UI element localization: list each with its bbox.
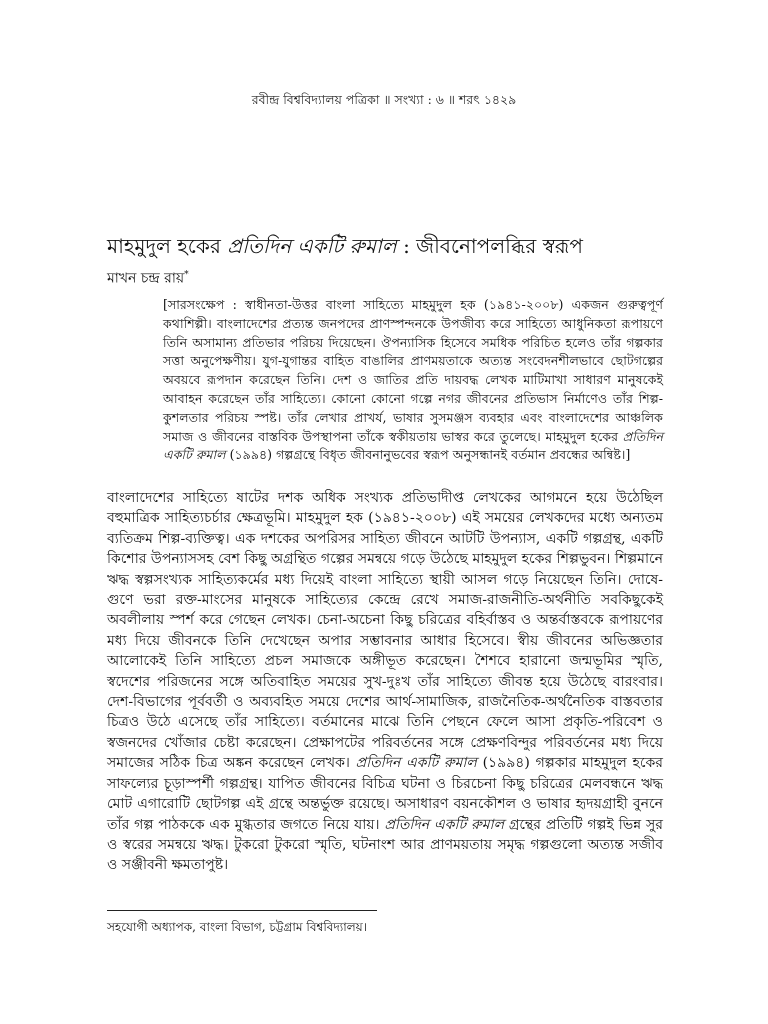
footnote-divider (107, 910, 377, 911)
title-book-name: প্রতিদিন একটি রুমাল (227, 234, 397, 258)
abstract-text-2: (১৯৯৪) গল্পগ্রন্থে বিধৃত জীবনানুভবের স্বরূপ অনুসন্ধানই বর্তমান প্রবন্ধের অন্বিষ্ট।] (225, 447, 631, 463)
author-name (107, 265, 189, 289)
author-footnote-mark: * (184, 270, 189, 280)
author-name-text: মাখন চন্দ্র রায় (107, 270, 185, 287)
article-title (107, 232, 687, 260)
footnote: সহযোগী অধ্যাপক, বাংলা বিভাগ, চট্টগ্রাম বিশ্ববিদ্যালয়। (107, 920, 368, 934)
abstract-text-1: [সারসংক্ষেপ : স্বাধীনতা-উত্তর বাংলা সাহিত্যে মাহমুদুল হক (১৯৪১-২০০৮) একজন গুরুত্বপূর্ণ কথাশিল্পী। বাংলাদেশের প্রত্যন্ত জনপদের প্রাণস্পন্দনকে উপজীব্য করে সাহিত্যে আধুনিকতা রূপায়ণে তিনি অসামান্য প্রতিভার পরিচয় দিয়েছেন। ঔপন্যাসিক হিসেবে সমধিক পরিচিত হলেও তাঁর গল্পকার সত্তা অনুপেক্ষণীয়। যুগ-যুগান্তর বাহিত বাঙালির প্রাণময়তাকে অত্যন্ত সংবেদনশীলভাবে ছোটগল্পের অবয়বে রূপদান করেছেন তিনি। দেশ ও জাতির প্রতি দায়বদ্ধ লেখক মাটিমাখা সাধারণ মানুষকেই আবাহন করেছেন তাঁর সাহিত্যে। কোনো কোনো গল্পে নগর জীবনের প্রতিভাস নির্মাণেও তাঁর শিল্প-কুশলতার পরিচয় স্পষ্ট। তাঁর লেখার প্রাখর্য, ভাষার সুসমঞ্জস ব্যবহার এবং বাংলাদেশের আঞ্চলিক সমাজ ও জীবনের বাস্তবিক উপস্থাপনা তাঁকে স্বকীয়তায় ভাস্বর করে তুলেছে। মাহমুদুল হকের (163, 297, 663, 444)
body-paragraph (107, 488, 663, 876)
running-header: রবীন্দ্র বিশ্ববিদ্যালয় পত্রিকা ॥ সংখ্যা : ৬ ॥ শরৎ ১৪২৯ (251, 92, 517, 107)
title-text-before: মাহমুদুল হকের (107, 234, 228, 258)
body-text-2: (১৯৯৪) গল্পকার মাহমুদুল হকের সাফল্যের চূড়াস্পর্শী গল্পগ্রন্থ। যাপিত জীবনের বিচিত্র ঘটনা ও চিরচেনা কিছু চরিত্রের মেলবন্ধনে ঋদ্ধ মোট এগারোটি ছোটগল্প এই গ্রন্থে অন্তর্ভুক্ত রয়েছে। অসাধারণ বয়নকৌশল ও ভাষার হৃদয়গ্রাহী বুননে তাঁর গল্প পাঠককে এক মুগ্ধতার জগতে নিয়ে যায়। (107, 755, 663, 833)
body-text-1: বাংলাদেশের সাহিত্যে ষাটের দশক অধিক সংখ্যক প্রতিভাদীপ্ত লেখকের আগমনে হয়ে উঠেছিল বহুমাত্রিক সাহিত্যচর্চার ক্ষেত্রভূমি। মাহমুদুল হক (১৯৪১-২০০৮) এই সময়ের লেখকদের মধ্যে অন্যতম ব্যতিক্রম শিল্প-ব্যক্তিত্ব। এক দশকের অপরিসর সাহিত্য জীবনে আটটি উপন্যাস, একটি গল্পগ্রন্থ, একটি কিশোর উপন্যাসসহ বেশ কিছু অগ্রন্থিত গল্পের সমন্বয়ে গড়ে উঠেছে মাহমুদুল হকের শিল্পভুবন। শিল্পমানে ঋদ্ধ স্বল্পসংখ্যক সাহিত্যকর্মের মধ্য দিয়েই বাংলা সাহিত্যে স্থায়ী আসল গড়ে নিয়েছেন তিনি। দোষে-গুণে ভরা রক্ত-মাংসের মানুষকে সাহিত্যের কেন্দ্রে রেখে সমাজ-রাজনীতি-অর্থনীতি সবকিছুকেই অবলীলায় স্পর্শ করে গেছেন লেখক। চেনা-অচেনা কিছু চরিত্রের বহির্বাস্তব ও অন্তর্বাস্তবকে রূপায়ণের মধ্য দিয়ে জীবনকে তিনি দেখেছেন অপার সম্ভাবনার আধার হিসেবে। স্বীয় জীবনের অভিজ্ঞতার আলোকেই তিনি সাহিত্যে প্রচল সমাজকে অঙ্গীভূত করেছেন। শৈশবে হারানো জন্মভূমির স্মৃতি, স্বদেশের পরিজনের সঙ্গে অতিবাহিত সময়ের সুখ-দুঃখ তাঁর সাহিত্যে জীবন্ত হয়ে উঠেছে বারংবার। দেশ-বিভাগের পূর্ববর্তী ও অব্যবহিত সময়ে দেশের আর্থ-সামাজিক, রাজনৈতিক-অর্থনৈতিক বাস্তবতার চিত্রও উঠে এসেছে তাঁর সাহিত্যে। বর্তমানের মাঝে তিনি পেছনে ফেলে আসা প্রকৃতি-পরিবেশ ও স্বজনদের খোঁজার চেষ্টা করেছেন। প্রেক্ষাপটের পরিবর্তনের সঙ্গে প্রেক্ষণবিন্দুর পরিবর্তনের মধ্য দিয়ে সমাজের সঠিক চিত্র অঙ্কন করেছেন লেখক। (107, 490, 663, 772)
body-book-name-1: প্রতিদিন একটি রুমাল (355, 755, 477, 772)
title-text-after: : জীবনোপলব্ধির স্বরূপ (396, 234, 583, 258)
body-book-name-2: প্রতিদিন একটি রুমাল (384, 816, 505, 833)
body-text-3: গ্রন্থের প্রতিটি গল্পই ভিন্ন সুর ও স্বরের সমন্বয়ে ঋদ্ধ। টুকরো টুকরো স্মৃতি, ঘটনাংশ আর প্রাণময়তায় সমৃদ্ধ গল্পগুলো অত্যন্ত সজীব ও সঞ্জীবনী ক্ষমতাপুষ্ট। (107, 816, 663, 874)
abstract (163, 296, 663, 465)
abstract-book-name: প্রতিদিন একটি রুমাল (163, 428, 663, 463)
